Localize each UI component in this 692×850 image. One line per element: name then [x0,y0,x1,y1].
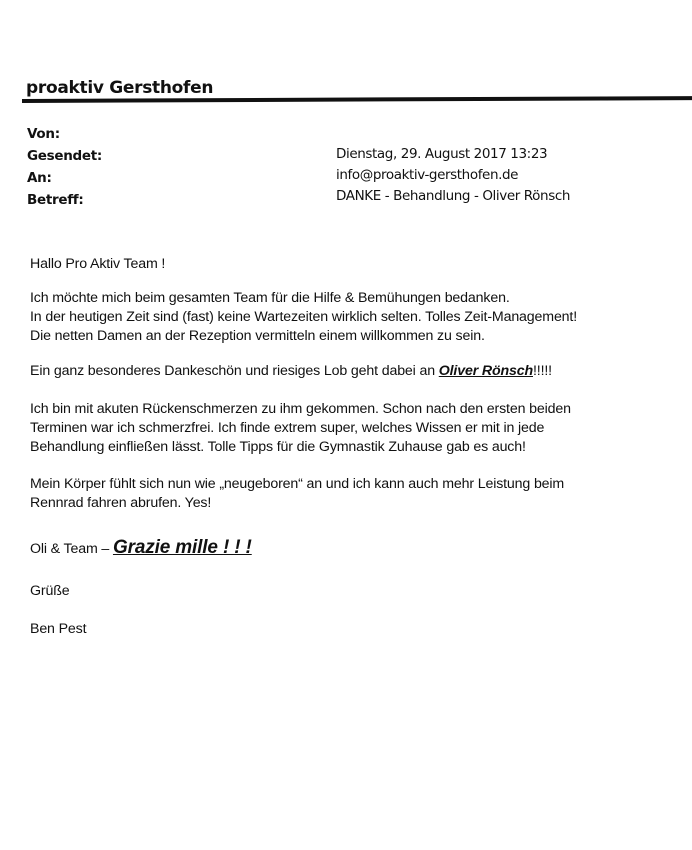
paragraph-line: Behandlung einfließen lässt. Tolle Tipps für die Gymnastik Zuhause gab es auch! [30,439,526,455]
from-label: Von: [27,126,60,142]
subject-value: DANKE - Behandlung - Oliver Rönsch [336,188,571,204]
paragraph-line: Die netten Damen an der Rezeption vermitteln einem willkommen zu sein. [30,328,485,344]
praise-exclamations: !!!!! [533,363,552,379]
to-value: info@proaktiv-gersthofen.de [336,167,519,183]
closing: Grüße [30,583,70,599]
paragraph-line: In der heutigen Zeit sind (fast) keine Wartezeiten wirklich selten. Tolles Zeit-Management! [30,309,578,325]
grazie-mille: Grazie mille ! ! ! [112,537,252,558]
sent-value: Dienstag, 29. August 2017 13:23 [336,146,548,162]
sent-label: Gesendet: [27,148,103,164]
paragraph-line: Terminen war ich schmerzfrei. Ich finde extrem super, welches Wissen er mit in jede [30,420,545,436]
organization-title: proaktiv Gersthofen [26,78,214,98]
paragraph-result [30,475,564,513]
paragraph-thanks [30,289,577,346]
paragraph-line: Ich möchte mich beim gesamten Team für die Hilfe & Bemühungen bedanken. [30,290,510,306]
subject-label: Betreff: [27,192,84,208]
to-label: An: [27,170,52,186]
paragraph-line: Rennrad fahren abrufen. Yes! [30,495,212,511]
thanks-prefix: Oli & Team – [30,541,113,557]
praise-text: Ein ganz besonderes Dankeschön und riesiges Lob geht dabei an [30,363,439,379]
greeting: Hallo Pro Aktiv Team ! [30,256,166,272]
paragraph-treatment [30,400,571,457]
paragraph-praise [30,362,552,381]
paragraph-line: Ich bin mit akuten Rückenschmerzen zu ihm gekommen. Schon nach den ersten beiden [30,401,571,417]
signature: Ben Pest [30,621,87,637]
thanks-line [30,538,252,559]
paragraph-line: Mein Körper fühlt sich nun wie „neugeboren“ an und ich kann auch mehr Leistung beim [30,476,565,492]
therapist-name: Oliver Rönsch [438,363,533,379]
